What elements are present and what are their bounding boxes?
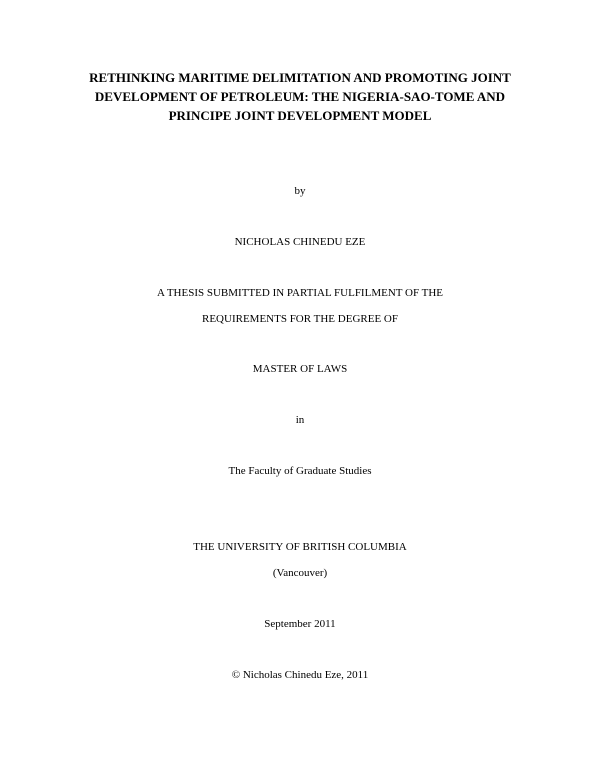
by-label: by — [294, 185, 306, 197]
thesis-statement-line-2: REQUIREMENTS FOR THE DEGREE OF — [202, 313, 398, 325]
faculty-name: The Faculty of Graduate Studies — [228, 465, 372, 477]
title-line-2: DEVELOPMENT OF PETROLEUM: THE NIGERIA-SAO-TOME AND — [94, 89, 506, 104]
in-label: in — [295, 414, 305, 426]
university-name: THE UNIVERSITY OF BRITISH COLUMBIA — [193, 541, 407, 553]
thesis-statement-line-1: A THESIS SUBMITTED IN PARTIAL FULFILMENT OF THE — [156, 287, 444, 299]
submission-date: September 2011 — [264, 618, 336, 630]
university-location: (Vancouver) — [272, 567, 328, 579]
copyright-notice: © Nicholas Chinedu Eze, 2011 — [231, 669, 369, 681]
degree-name: MASTER OF LAWS — [252, 363, 348, 375]
author-name: NICHOLAS CHINEDU EZE — [234, 236, 366, 248]
title-line-1: RETHINKING MARITIME DELIMITATION AND PROMOTING JOINT — [89, 70, 511, 85]
title-line-3: PRINCIPE JOINT DEVELOPMENT MODEL — [168, 108, 432, 123]
